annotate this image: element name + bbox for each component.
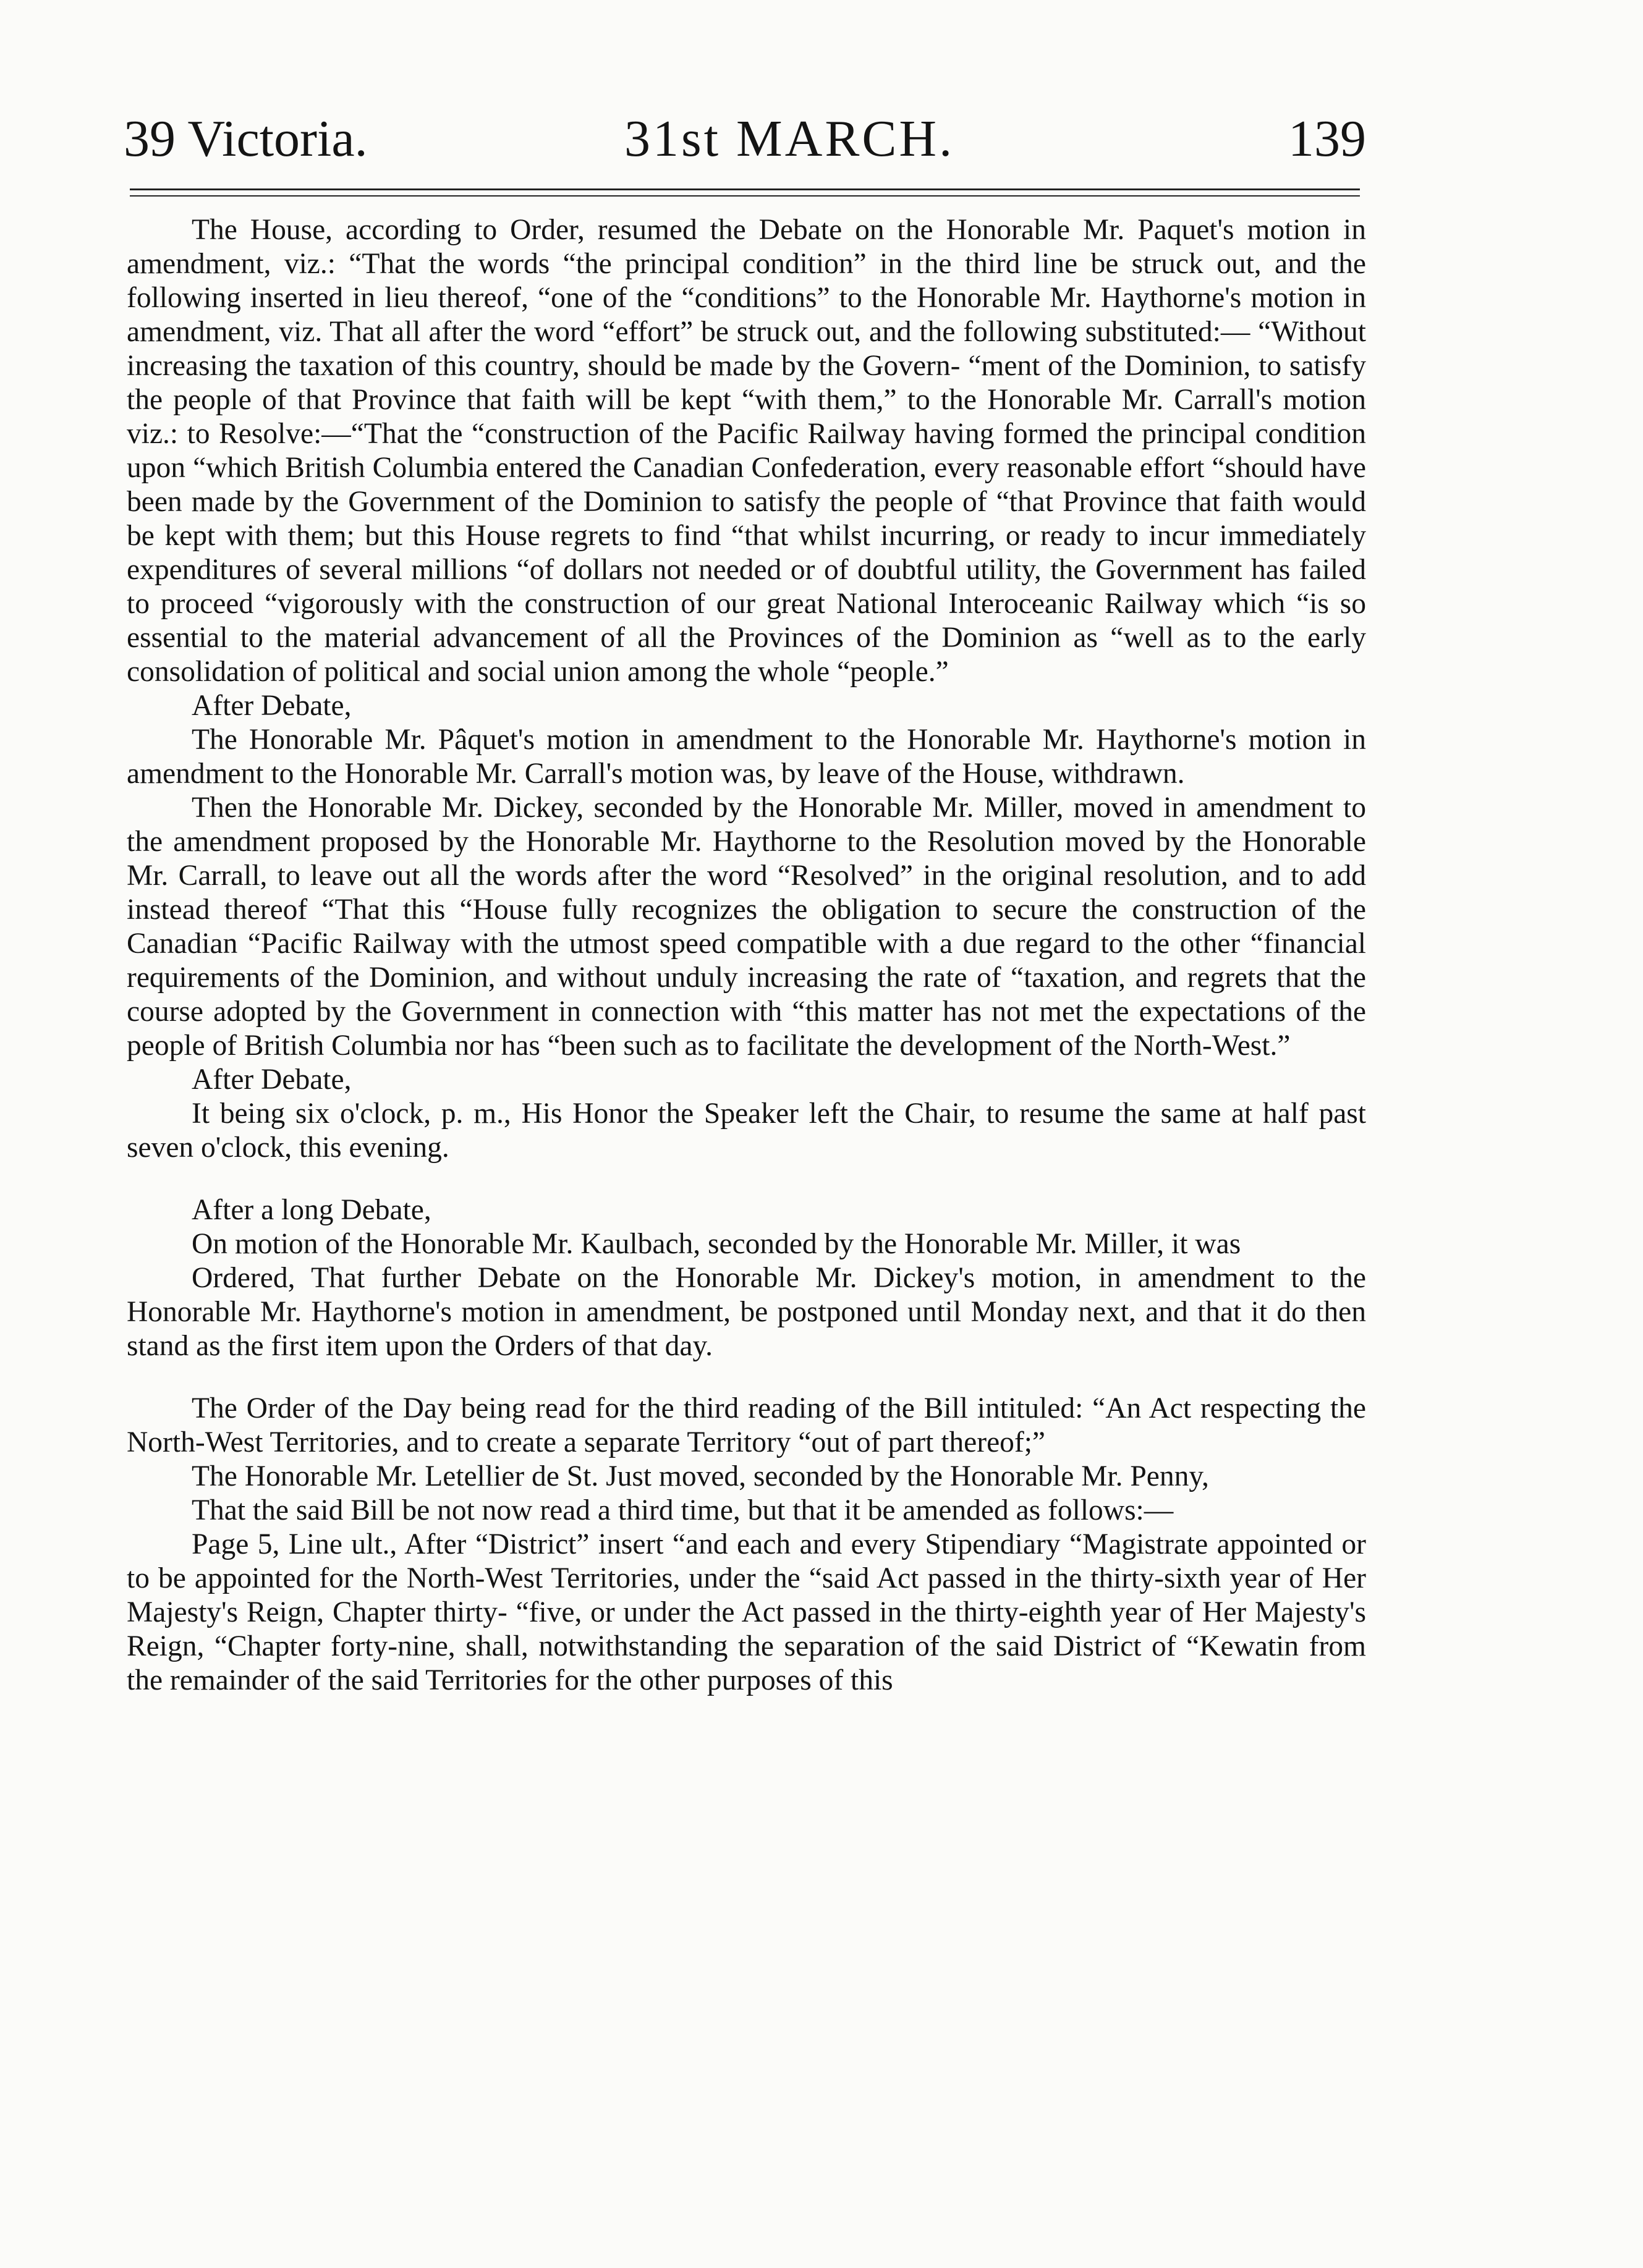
paragraph-letellier-motion: The Honorable Mr. Letellier de St. Just moved, seconded by the Honorable Mr. Penny, — [192, 1460, 1209, 1492]
page-number: 139 — [1288, 110, 1366, 167]
paragraph-dickey-amendment: Then the Honorable Mr. Dickey, seconded by the Honorable Mr. Miller, moved in amendment to the amendment proposed by the Honorable Mr. Haythorne to the Resolution moved by the Honorable Mr. Carrall, to leave out all the words after the word “Resolved” in the original resolution, and to add instead thereof “That this “House fully recognizes the obligation to secure the construction of the Canadian “Pacific Railway with the utmost speed compatible with a due regard to the other “financial requirements of the Dominion, and without unduly increasing the rate of “taxation, and regrets that the course adopted by the Government in connection with “this matter has not met the expectations of the people of British Columbia nor has “been such as to facilitate the development of the North-West.” — [127, 792, 1366, 1062]
header-session: 39 Victoria. — [124, 110, 368, 167]
header-rule — [130, 188, 1360, 190]
paragraph-kaulbach-motion: On motion of the Honorable Mr. Kaulbach, seconded by the Honorable Mr. Miller, it was — [192, 1228, 1241, 1260]
paragraph-long-debate: After a long Debate, — [192, 1194, 431, 1226]
paragraph-after-debate: After Debate, — [192, 690, 352, 722]
paragraph-withdrawn: The Honorable Mr. Pâquet's motion in amendment to the Honorable Mr. Haythorne's motion in amendment to the Honorable Mr. Carrall's motion was, by leave of the House, withdrawn. — [127, 724, 1366, 790]
paragraph-ordered: Ordered, That further Debate on the Honorable Mr. Dickey's motion, in amendment to the Honorable Mr. Haythorne's motion in amendment, be postponed until Monday next, and that it do then stand as the first item upon the Orders of that day. — [127, 1262, 1366, 1362]
paragraph-page-five-amendment: Page 5, Line ult., After “District” insert “and each and every Stipendiary “Magistrate appointed or to be appointed for the North-West Territories, under the “said Act passed in the thirty-sixth year of Her Majesty's Reign, Chapter thirty- “five, or under the Act passed in the thirty-eighth year of Her Majesty's Reign, “Chapter forty-nine, shall, notwithstanding the separation of the said District of “Kewatin from the remainder of the said Territories for the other purposes of this — [127, 1528, 1366, 1696]
paragraph-bill-amended: That the said Bill be not now read a third time, but that it be amended as follows:— — [192, 1494, 1174, 1526]
body-text — [127, 213, 1366, 1698]
paragraph-order-of-day: The Order of the Day being read for the third reading of the Bill intituled: “An Act respecting the North-West Territories, and to create a separate Territory “out of part thereof;” — [127, 1392, 1366, 1458]
paragraph-speaker-left: It being six o'clock, p. m., His Honor the Speaker left the Chair, to resume the same at half past seven o'clock, this evening. — [127, 1098, 1366, 1164]
header-rule-thin — [130, 195, 1360, 197]
running-header — [124, 105, 1366, 179]
paragraph-debate-paquet: The House, according to Order, resumed the Debate on the Honorable Mr. Paquet's motion in amendment, viz.: “That the words “the principal condition” in the third line be struck out, and the following inserted in lieu thereof, “one of the “conditions” to the Honorable Mr. Haythorne's motion in amendment, viz. That all after the word “effort” be struck out, and the following substituted:— “Without increasing the taxation of this country, should be made by the Govern- “ment of the Dominion, to satisfy the people of that Province that faith will be kept “with them,” to the Honorable Mr. Carrall's motion viz.: to Resolve:—“That the “construction of the Pacific Railway having formed the principal condition upon “which British Columbia entered the Canadian Confederation, every reasonable effort “should have been made by the Government of the Dominion to satisfy the people of “that Province that faith would be kept with them; but this House regrets to find “that whilst incurring, or ready to incur immediately expenditures of several millions “of dollars not needed or of doubtful utility, the Government has failed to proceed “vigorously with the construction of our great National Interoceanic Railway which “is so essential to the material advancement of all the Provinces of the Dominion as “well as to the early consolidation of political and social union among the whole “people.” — [127, 214, 1366, 688]
paragraph-after-debate-2: After Debate, — [192, 1064, 352, 1096]
header-date: 31st MARCH. — [624, 110, 955, 167]
